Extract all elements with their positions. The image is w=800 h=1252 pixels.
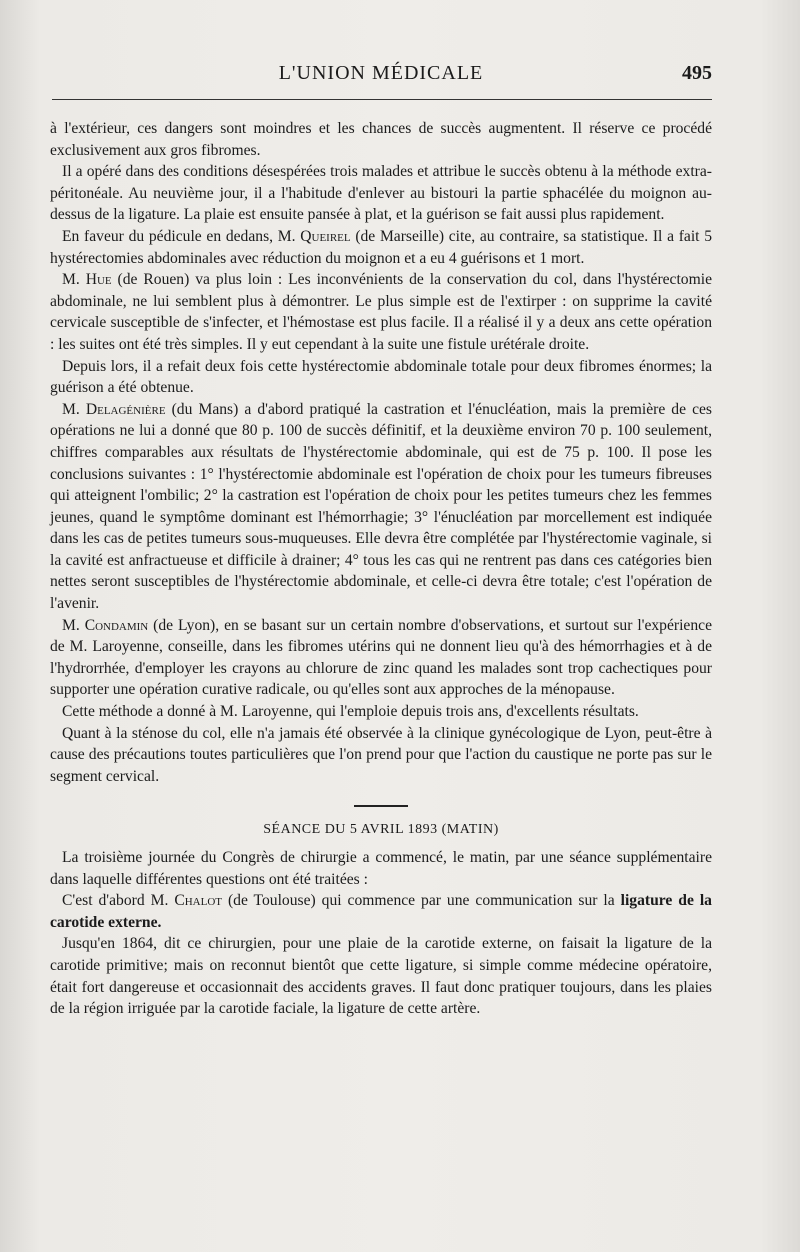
page-number: 495 <box>682 62 712 84</box>
paragraph-text: (de Rouen) va plus loin : Les inconvénients de la conservation du col, dans l'hystérectomie abdominale, ne lui semblent plus à démontrer. Le plus simple est de l'extirper : on supprime la cavité cervicale susceptible de s'infecter, et l'hémostase est plus facile. Il a réalisé il y a deux ans cette opération : les suites ont été très simples. Il y eut cependant à la suite une fistule urétérale droite. <box>50 271 712 353</box>
paragraph-text: La troisième journée du Congrès de chirurgie a commencé, le matin, par une séance supplémentaire dans laquelle différentes questions ont été traitées : <box>50 849 712 888</box>
running-title: L'UNION MÉDICALE <box>278 62 484 84</box>
paragraph-text: Cette méthode a donné à M. Laroyenne, qui l'emploie depuis trois ans, d'excellents résultats. <box>62 703 639 721</box>
person-name: Chalot <box>174 892 222 910</box>
paragraph-text: Depuis lors, il a refait deux fois cette hystérectomie abdominale totale pour deux fibromes énormes; la guérison a été obtenue. <box>50 357 712 397</box>
session-heading: SÉANCE DU 5 AVRIL 1893 (MATIN) <box>263 822 499 838</box>
person-name: Delagénière <box>85 400 166 418</box>
paragraph <box>50 933 712 1019</box>
person-name: Hue <box>85 271 112 289</box>
paragraph-text: M. <box>62 616 85 634</box>
paragraph <box>50 723 712 788</box>
paragraph <box>50 356 712 399</box>
paragraph-text: M. <box>62 271 86 289</box>
person-name: Condamin <box>84 616 149 634</box>
page-header <box>50 62 712 88</box>
paragraph-text: à l'extérieur, ces dangers sont moindres et les chances de succès augmentent. Il réserve ce procédé exclusivement aux gros fibromes. <box>50 120 712 159</box>
paragraph-text: C'est d'abord M. <box>62 892 175 910</box>
topic-title: ligature de la carotide externe. <box>50 892 712 931</box>
paragraph-text: (de Toulouse) qui commence par une communication sur la <box>221 892 621 910</box>
paragraph <box>50 161 712 226</box>
paragraph <box>50 890 712 933</box>
paragraph <box>50 269 712 355</box>
paragraph-text: Il a opéré dans des conditions désespérées trois malades et attribue le succès obtenu à la méthode extra-péritonéale. Au neuvième jour, il a l'habitude d'enlever au bistouri la partie sphacélée du moignon au-dessus de la ligature. La plaie est ensuite pansée à plat, et la guérison se fait aussi plus rapidement. <box>50 163 712 224</box>
paragraph-text: Quant à la sténose du col, elle n'a jamais été observée à la clinique gynécologique de Lyon, peut-être à cause des précautions toutes particulières que l'on prend pour que l'action du caustique ne porte pas sur le segment cervical. <box>50 724 712 785</box>
paragraph <box>50 847 712 890</box>
body-text <box>50 118 712 1020</box>
paragraph <box>50 615 712 701</box>
paragraph-text: (du Mans) a d'abord pratiqué la castration et l'énucléation, mais la première de ces opérations ne lui a donné que 80 p. 100 de succès définitif, et la deuxième environ 70 p. 100 seulement, chiffres comparables aux résultats de l'hystérectomie abdominale, qui est de 75 p. 100. Il pose les conclusions suivantes : 1° l'hystérectomie abdominale est l'opération de choix pour les tumeurs fibreuses qui atteignent l'ombilic; 2° la castration est l'opération de choix pour les petites tumeurs chez les femmes jeunes, quand le symptôme dominant est l'hémorrhagie; 3° l'énucléation par morcellement est indiquée dans les cas de petites tumeurs sous-muqueuses. Elle devra être complétée par l'hystérectomie vaginale, si la cavité est anfractueuse et difficile à drainer; 4° tous les cas qui ne rentrent pas dans ces catégories bien nettes seront susceptibles de l'hystérectomie abdominale, et celle-ci devra être totale; c'est l'opération de l'avenir. <box>50 400 713 613</box>
section-separator <box>354 805 408 807</box>
paragraph <box>50 226 712 269</box>
paragraph-text: M. <box>62 400 86 418</box>
paragraph-text: Jusqu'en 1864, dit ce chirurgien, pour une plaie de la carotide externe, on faisait la ligature de la carotide primitive; mais on reconnut bientôt que cette ligature, si simple comme médecine opératoire, était fort dangereuse et occasionnait des accidents graves. Il faut donc pratiquer toujours, dans les plaies de la région irriguée par la carotide faciale, la ligature de cette artère. <box>50 935 712 1018</box>
header-rule <box>52 99 712 100</box>
paragraph-text: (de Lyon), en se basant sur un certain nombre d'observations, et surtout sur l'expérience de M. Laroyenne, conseille, dans les fibromes utérins qui ne donnent lieu qu'à des hémorrhagies et à de l'hydrorrhée, d'employer les crayons au chlorure de zinc quand les malades sont trop cachectiques pour supporter une opération curative radicale, ou qu'elles sont aux approches de la ménopause. <box>50 616 712 699</box>
paragraph-text: (de Marseille) cite, au contraire, sa statistique. Il a fait 5 hystérectomies abdominales avec réduction du moignon et a eu 4 guérisons et 1 mort. <box>50 227 713 267</box>
paragraph <box>50 399 712 615</box>
person-name: Queirel <box>300 227 351 245</box>
paragraph-text: En faveur du pédicule en dedans, M. <box>62 227 301 245</box>
paragraph <box>50 701 712 723</box>
paragraph <box>50 118 712 161</box>
